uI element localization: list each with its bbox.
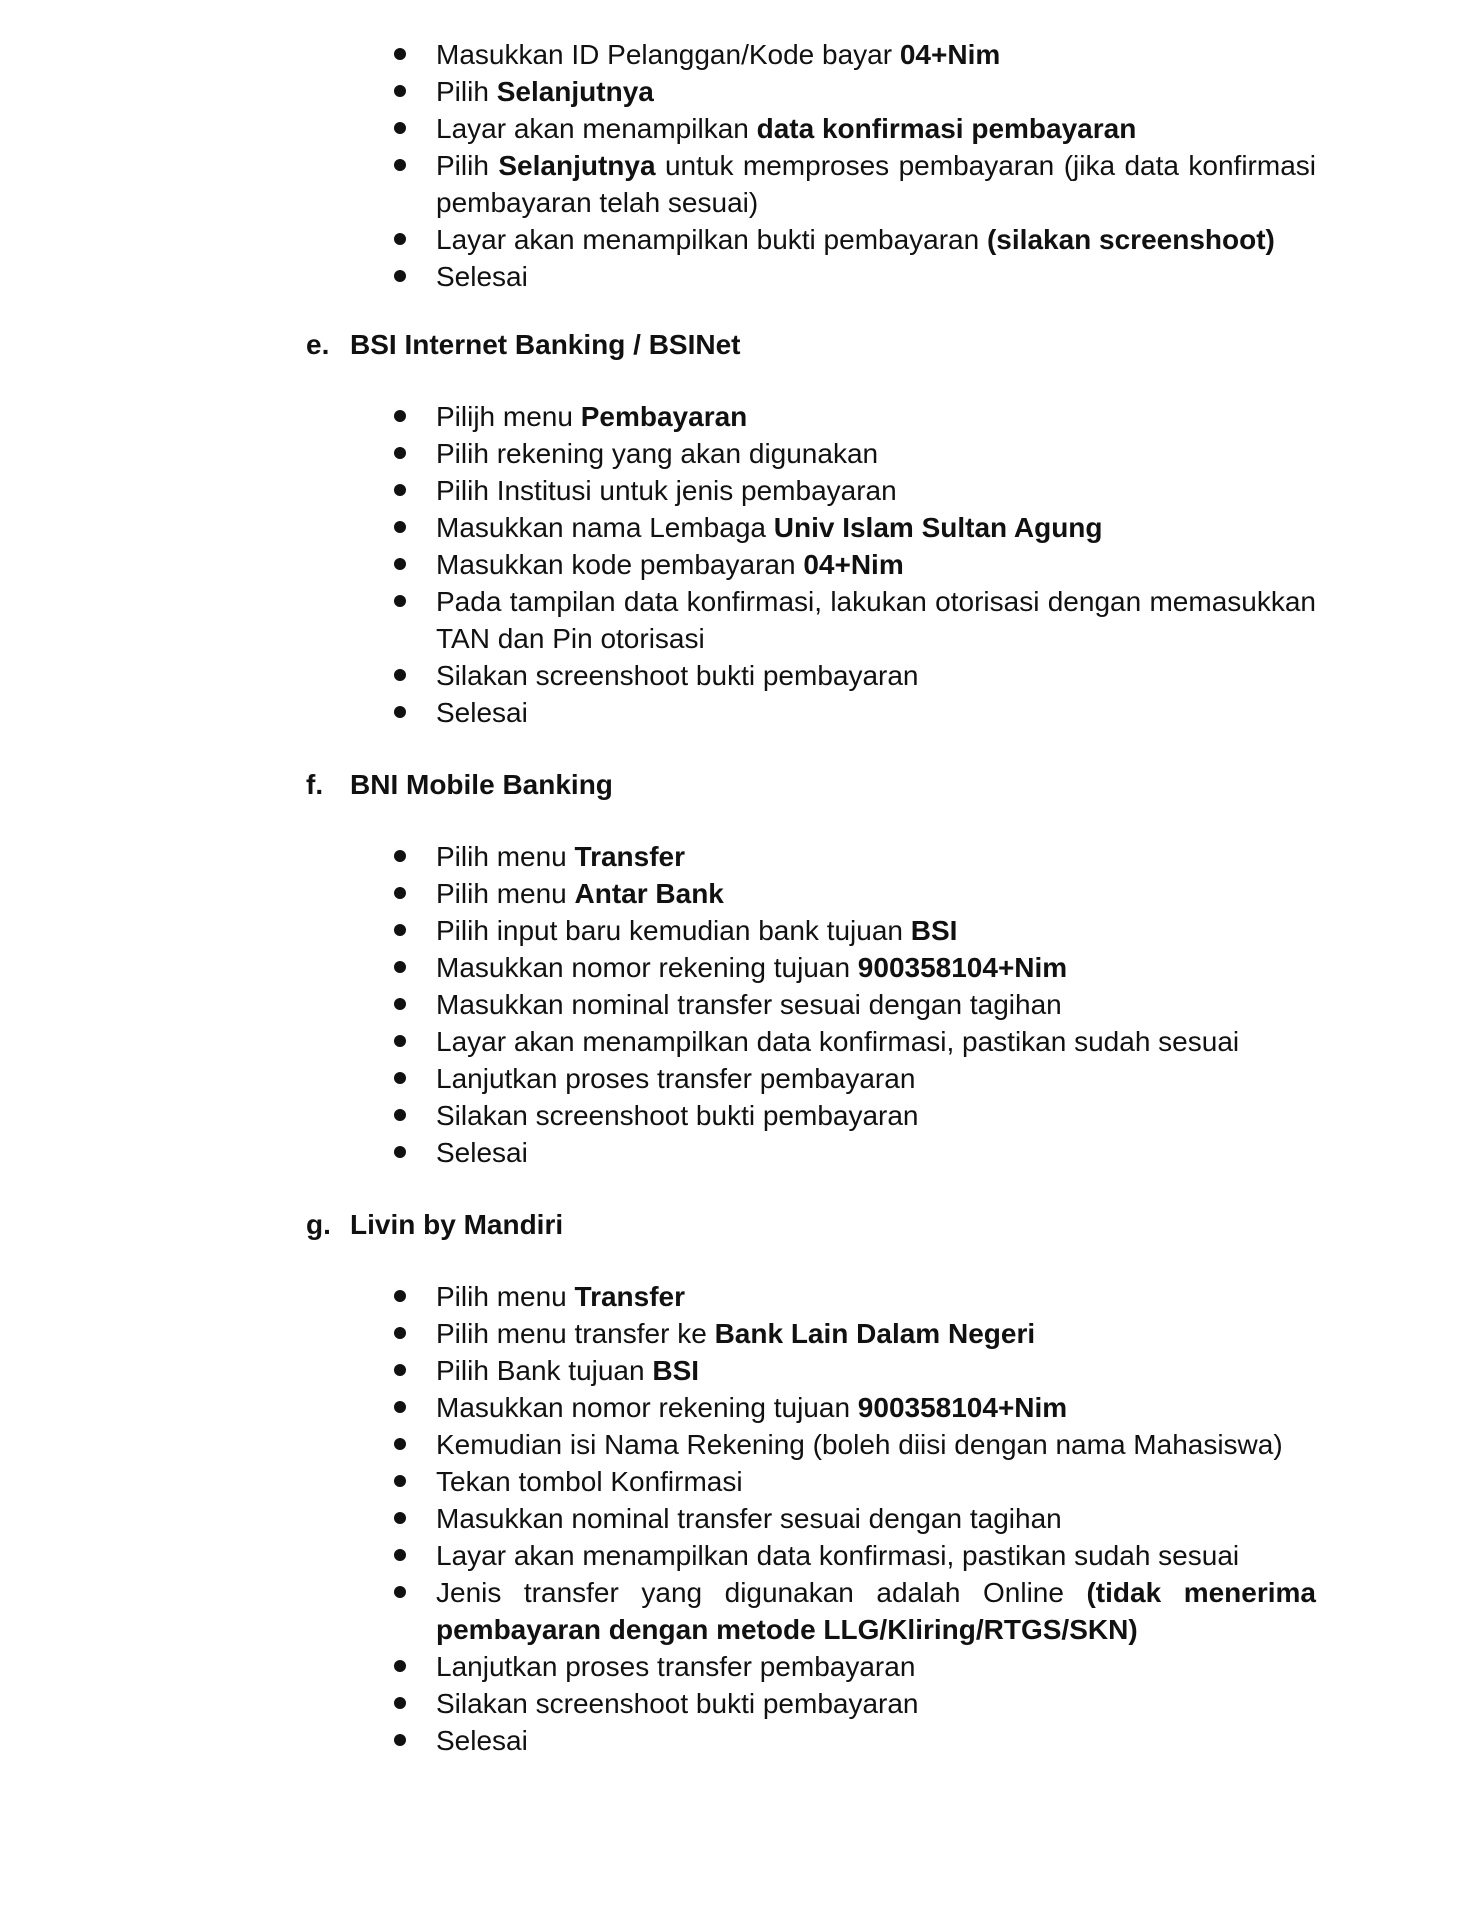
section-heading-e: e. BSI Internet Banking / BSINet [306,329,741,360]
list-item: Pilih Selanjutnya [376,73,1316,110]
list-item: Selesai [376,1134,1316,1171]
list-item: Selesai [376,258,1316,295]
bullet-icon [394,1512,406,1524]
bullet-icon [394,270,406,282]
bullet-icon [394,1327,406,1339]
section-list-f [376,838,1316,1171]
list-item: Pada tampilan data konfirmasi, lakukan otorisasi dengan memasukkan TAN dan Pin otorisasi [376,583,1316,657]
bullet-icon [394,1364,406,1376]
bullet-icon [394,1549,406,1561]
list-item: Masukkan nominal transfer sesuai dengan tagihan [376,986,1316,1023]
list-item: Pilih menu Transfer [376,838,1316,875]
list-item: Pilijh menu Pembayaran [376,398,1316,435]
list-item: Masukkan ID Pelanggan/Kode bayar 04+Nim [376,36,1316,73]
bullet-icon [394,924,406,936]
list-item: Selesai [376,1722,1316,1759]
bullet-icon [394,85,406,97]
list-item: Pilih menu Antar Bank [376,875,1316,912]
bullet-icon [394,1035,406,1047]
bullet-icon [394,1475,406,1487]
bullet-icon [394,887,406,899]
bullet-icon [394,521,406,533]
bullet-icon [394,447,406,459]
section-heading-g: g. Livin by Mandiri [306,1209,564,1240]
section-heading-f: f. BNI Mobile Banking [306,769,613,800]
list-item: Masukkan nominal transfer sesuai dengan tagihan [376,1500,1316,1537]
bullet-icon [394,1072,406,1084]
bullet-icon [394,1401,406,1413]
bullet-icon [394,558,406,570]
list-item: Pilih Bank tujuan BSI [376,1352,1316,1389]
bullet-icon [394,48,406,60]
list-item: Lanjutkan proses transfer pembayaran [376,1060,1316,1097]
bullet-icon [394,1109,406,1121]
list-item: Selesai [376,694,1316,731]
list-item: Layar akan menampilkan data konfirmasi, pastikan sudah sesuai [376,1023,1316,1060]
list-item: Pilih rekening yang akan digunakan [376,435,1316,472]
bullet-icon [394,410,406,422]
section-list-e [376,398,1316,731]
bullet-icon [394,233,406,245]
list-item: Kemudian isi Nama Rekening (boleh diisi dengan nama Mahasiswa) [376,1426,1316,1463]
list-item: Pilih Selanjutnya untuk memproses pembayaran (jika data konfirmasi pembayaran telah sesuai) [376,147,1316,221]
bullet-icon [394,122,406,134]
list-item: Silakan screenshoot bukti pembayaran [376,1685,1316,1722]
list-item: Masukkan nama Lembaga Univ Islam Sultan Agung [376,509,1316,546]
bullet-icon [394,595,406,607]
list-item: Masukkan nomor rekening tujuan 900358104+Nim [376,1389,1316,1426]
list-item: Pilih menu Transfer [376,1278,1316,1315]
bullet-icon [394,1438,406,1450]
list-item: Jenis transfer yang digunakan adalah Online (tidak menerima pembayaran dengan metode LLG/Kliring/RTGS/SKN) [376,1574,1316,1648]
list-item: Masukkan nomor rekening tujuan 900358104+Nim [376,949,1316,986]
bullet-icon [394,484,406,496]
bullet-icon [394,669,406,681]
bullet-icon [394,706,406,718]
list-item: Layar akan menampilkan data konfirmasi pembayaran [376,110,1316,147]
list-item: Pilih menu transfer ke Bank Lain Dalam Negeri [376,1315,1316,1352]
bullet-icon [394,159,406,171]
bullet-icon [394,998,406,1010]
list-item: Pilih Institusi untuk jenis pembayaran [376,472,1316,509]
bullet-icon [394,1290,406,1302]
bullet-icon [394,1586,406,1598]
top-list [376,36,1316,295]
bullet-icon [394,850,406,862]
list-item: Pilih input baru kemudian bank tujuan BSI [376,912,1316,949]
list-item: Layar akan menampilkan bukti pembayaran (silakan screenshoot) [376,221,1316,258]
list-item: Silakan screenshoot bukti pembayaran [376,657,1316,694]
bullet-icon [394,961,406,973]
section-list-g [376,1278,1316,1759]
bullet-icon [394,1660,406,1672]
list-item: Tekan tombol Konfirmasi [376,1463,1316,1500]
list-item: Lanjutkan proses transfer pembayaran [376,1648,1316,1685]
list-item: Layar akan menampilkan data konfirmasi, pastikan sudah sesuai [376,1537,1316,1574]
bullet-icon [394,1146,406,1158]
list-item: Masukkan kode pembayaran 04+Nim [376,546,1316,583]
bullet-icon [394,1697,406,1709]
list-item: Silakan screenshoot bukti pembayaran [376,1097,1316,1134]
bullet-icon [394,1734,406,1746]
